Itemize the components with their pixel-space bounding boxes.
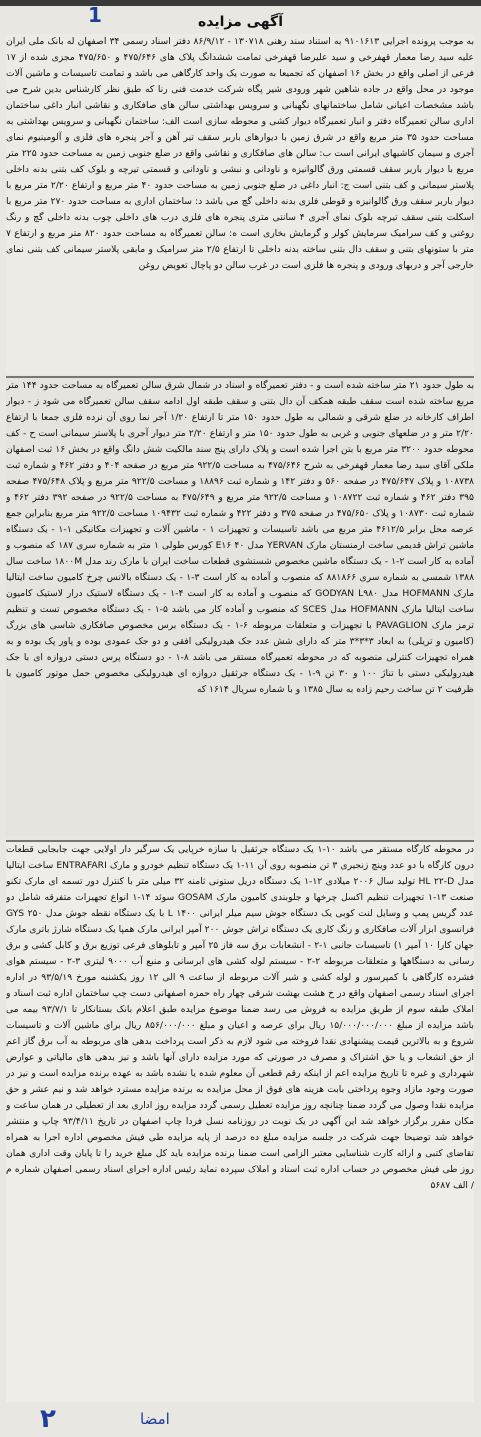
notice-section-2: به طول حدود ۲۱ متر ساخته شده است و - دفتر تعمیرگاه و اسناد در شمال شرق سالن تعمیرگاه به مساحت حدود ۱۴۴ متر مربع ساخته شده است سقف طبقه همکف آن دال بتنی و سقف طبقه اول ادامه سقف سالن تعمیرگاه می شود ز - دیوار اطراف کارخانه در ضلع شرقی و شمالی به طول حدود ۱۵۰ متر تا ارتفاع ۱/۲۰ آجر نما روی آن نرده فلزی جمعا با ارتفاع ۲/۲۰ متر و در ضلعهای جنوبی و غربی به طول حدود ۱۵۰ متر و ارتفاع ۲/۲۰ متر دیوار آجری با پلاستر سیمانی است ح - کف محوطه حدود ۳۲۰۰ متر مربع با بتن اجرا شده است و پلاک دارای پنج سند مالکیت شش دانگ واقع در بخش ۱۶ ثبت اصفهان ملکی آقای سید رضا معمار قهفرخی به شرح ۴۷۵/۶۴۶ به مساحت ۹۲۲/۵ متر مربع در صفحه ۴۰۴ و دفتر ۴۶۲ و شماره ثبت ۱۰۸۷۳۸ و پلاک ۴۷۵/۶۴۷ در صفحه ۵۶۰ و دفتر ۱۴۲ و شماره ثبت ۱۸۸۹۶ و مساحت ۹۲۲/۵ متر مربع و پلاک ۴۷۵/۶۴۸ صفحه ۳۹۵ دفتر ۴۶۲ و شماره ثبت ۱۰۸۷۲۲ و مساحت ۹۲۲/۵ متر مربع و ۴۷۵/۶۴۹ به مساحت ۹۲۲/۵ در صفحه ۳۹۲ دفتر ۴۶۲ و شماره ثبت ۱۰۸۷۳۰ و پلاک ۴۷۵/۶۵۰ در صفحه ۳۷۵ و دفتر ۴۲۲ و شماره ثبت ۱۰۹۴۳۲ مساحت ۹۲۲/۵ متر مربع بنابراین جمع عرصه محل برابر ۴۶۱۲/۵ متر مربع می باشد تاسیسات و تجهیزات ۱ - ماشین آلات و تجهیزات مکانیکی ۱-۱ - یک دستگاه ماشین تراش قدیمی ساخت ارمنستان مارک YERVAN مدل E۱۶ ۴۰ کورس طولی ۱ متر به شماره سری ۱۸۷ که منصوب و آماده به کار است ۲-۱ - یک دستگاه ماشین مخصوص شستشوی قطعات ساخت ایران با مارک رند مدل ۱۸۰۰M ساخت سال ۱۳۸۸ شمسی به شماره سری ۸۸۱۸۶۶ که منصوب و آماده به کار است ۳-۱ - یک دستگاه بالانس چرخ کامیون ساخت ایتالیا مارک HOFMANN مدل GODYAN L۹۸۰ که منصوب و آماده به کار است ۴-۱ - یک دستگاه لاستیک درار لاستیک کامیون ساخت ایتالیا مارک HOFMANN مدل SCES که منصوب و آماده کار می باشد ۵-۱ - یک دستگاه مخصوص تست و تنظیم ترمز مارک PAVAGLION با تجهیزات و متعلقات مربوطه ۶-۱ - یک دستگاه برس مخصوص صافکاری شاسی های بزرگ (کامیون و تریلی) به ابعاد ۳*۳*۳ متر که دارای شش عدد جک هیدرولیکی افقی و دو جک عمودی بوده و پاور پک بوده و به همراه تجهیزات کنترلی منصوبه که در محوطه تعمیرگاه مستقر می باشد ۸-۱ - دو دستگاه پرس دستی دروازه ای با جک هیدرولیکی دستی با تناژ ۱۰۰ و ۳۰ تن ۹-۱ - یک دستگاه جرثقیل دروازه ای هیدرولیکی مخصوص حمل موتور کامیون با ظرفیت ۲ تن ساخت رحیم زاده به سال ۱۳۸۵ و با شماره سریال ۱۶۱۴ که bbox=[6, 376, 474, 836]
notice-section-1: به موجب پرونده اجرایی ۹۱۰۱۶۱۳ به استناد سند رهنی ۱۳۰۷۱۸ - ۸۶/۹/۱۲ دفتر اسناد رسمی ۳۴ اصفهان له بانک ملی ایران علیه سید رضا معمار قهفرخی و سید علیرضا قهفرخی تمامت ششدانگ پلاک های ۴۷۵/۶۴۶ و ۴۷۵/۶۵۰ مجزی شده از ۱۷ فرعی از اصلی واقع در بخش ۱۶ اصفهان که تجمیعا به صورت یک واحد کارگاهی می باشد و تمامت تاسیسات و ماشین آلات موجود در محل واقع در جاده شاهین شهر ورودی شیر پگاه شرکت خدمت فنی رنا که طبق نظر کارشناس بدین شرح می باشد مشخصات اعیانی شامل ساختمانهای نگهبانی و سرویس بهداشتی سالن های صافکاری و نقاشی انبار داغی ساختمان اداری سالن تعمیرگاه دفتر و انبار تعمیرگاه دیوار کشی و محوطه سازی است الف: ساختمان نگهبانی و سرویس بهداشتی به مساحت حدود ۳۵ متر مربع واقع در شرق زمین با دیوارهای باربر سقف تیر آهن و آجر پنجره های فلزی و آلومینیوم نمای آجری و سیمان کاشیهای ایرانی است ب: سالن های صافکاری و نقاشی واقع در ضلع جنوبی زمین به مساحت حدود ۲۲۵ متر مربع با دیوار باربر سقف قسمتی ورق گالوانیزه و ناودانی و نبشی و ناودانی و قسمتی تیرچه و بلوک کف بتنی بدنه داخلی پلاستر سیمانی و کف بتنی است ج: انبار داغی در ضلع جنوبی زمین به مساحت حدود ۴۰ متر مربع و ارتفاع ۲/۲۰ متر مربع با دیوار باربر سقف ورق گالوانیزه و قوطی فلزی بدنه داخلی گچ می باشد د: ساختمان اداری به مساحت حدود ۲۷۰ متر مربع با اسکلت بتنی سقف تیرچه بلوک نمای آجری ۴ سانتی متری پنجره های فلزی درب های داخلی چوب بدنه داخلی گچ و رنگ روغنی و کف سرامیک سرمایش کولر و گرمایش بخاری است ه: سالن تعمیرگاه به مساحت حدود ۸۲۰ متر مربع و ارتفاع ۷ متر با ستونهای بتنی و سقف دال بتنی ساخته بدنه داخلی تا ارتفاع ۲/۵ متر سرامیک و مابقی پلاستر سیمانی کف بتنی نمای خارجی آجر و دربهای ورودی و پنجره ها فلزی است در غرب سالن دو پاچال تعویض روغن bbox=[6, 34, 474, 374]
handwritten-signature: امضا bbox=[140, 1410, 170, 1428]
notice-section-3: در محوطه کارگاه مستقر می باشد ۱۰-۱ یک دستگاه جرثقیل با سازه خرپایی یک سرگیر دار اولایی جهت جابجایی قطعات درون کارگاه با دو عدد وینچ زنجیری ۳ تن منصوبه روی آن ۱۱-۱ یک دستگاه تنظیم خودرو و مارک ENTRAFARI ساخت ایتالیا مدل HL ۲۲-D تولید سال ۲۰۰۶ میلادی ۱۲-۱ یک دستگاه دریل ستونی ثامنه ۳۲ میلی متر با کنترل دور تسمه ای مارک تکنو صنعت ۱۳-۱ تجهیزات تنظیم اکسل چرخها و جلوبندی کامیون مارک GOSAM سوئد ۱۴-۱ انواع تجهیزات متفرقه شامل دو عدد گریس پمپ و وسایل لنت کوبی یک دستگاه جوش سیم میلر ایرانی ۱۴۰۰ L با یک دستگاه نقطه جوش مدل ۲۵۰ GYS فرانسوی ابزار آلات صافکاری و رنگ کاری یک دستگاه تراش جوش ۲۰۰ آمپر ایرانی مارک همپا یک دستگاه شارژ باتری مارک جهان کارا ۱۰ آمپر ۱) تاسیسات جانبی ۱-۲ - انشعابات برق سه فاز ۲۵ آمپر و تابلوهای فرعی توزیع برق و کابل کشی و برق رسانی به دستگاهها و متعلقات مربوطه ۲-۲ - سیستم لوله کشی های ابرسانی و منبع آب ۹۰۰۰ لیتری ۳-۲ - سیستم هوای فشرده کارگاهی با کمپرسور و لوله کشی و شیر آلات مربوطه از ساعت ۹ الی ۱۲ روز یکشنبه مورخ ۹۳/۵/۱۹ در اداره اجرای اسناد رسمی اصفهان واقع در خ هشت بهشت شرقی چهار راه حمزه اصفهانی دست چپ ساختمان اداره ثبت اسناد و املاک طبقه سوم از طریق مزایده به فروش می رسد ضمنا موضوع مزایده طبق اعلام بانک بستانکار تا ۹۳/۷/۱ بیمه می باشد مزایده از مبلغ ۱۵/۰۰۰/۰۰۰/۰۰۰ ریال برای عرصه و اعیان و مبلغ ۸۵۶/۰۰۰/۰۰۰ ریال برای ماشین آلات و تاسیسات شروع و به بالاترین قیمت پیشنهادی نقدا فروخته می شود لازم به ذکر است پرداخت بدهی های مربوطه به آب برق گاز اعم از حق انشعاب و یا حق اشتراک و مصرف در صورتی که مورد مزایده دارای آنها باشد و نیز بدهی های مالیاتی و عوارض شهرداری و غیره تا تاریخ مزایده اعم از اینکه رقم قطعی آن معلوم شده یا نشده باشد به عهده برنده مزایده است و نیز در صورت وجود مازاد وجوه پرداختی بابت هزینه های فوق از محل مزایده به برنده مزایده مسترد خواهد شد و نیم عشر و حق مزایده نقدا وصول می گردد ضمنا چنانچه روز مزایده تعطیل رسمی گردد مزایده روز اداری بعد از تعطیلی در همان ساعت و مکان مقرر برگزار خواهد شد این آگهی در یک نوبت در روزنامه نسل فردا چاپ اصفهان در تاریخ ۹۳/۴/۱۱ چاپ و منتشر خواهد شد توضیحا جهت شرکت در جلسه مزایده مبلغ ده درصد از پایه مزایده طی فیش مخصوص اداره اجرا به همراه تقاضای کتبی و ارائه کارت شناسایی معتبر الزامی است ضمنا برنده مزایده باید کل مبلغ خرید را تا پایان وقت اداری همان روز طی فیش مخصوص در حساب اداره ثبت اسناد و املاک سپرده نماید رئیس اداره اجرای اسناد رسمی اصفهان شماره م / الف ۵۶۸۷ bbox=[6, 840, 474, 1402]
notice-title: آگهی مزایده bbox=[197, 14, 283, 30]
footer bbox=[0, 1404, 481, 1437]
top-edge-strip bbox=[0, 0, 481, 6]
handwritten-mark: 1 bbox=[88, 3, 102, 27]
handwritten-number: ۲ bbox=[40, 1404, 56, 1434]
